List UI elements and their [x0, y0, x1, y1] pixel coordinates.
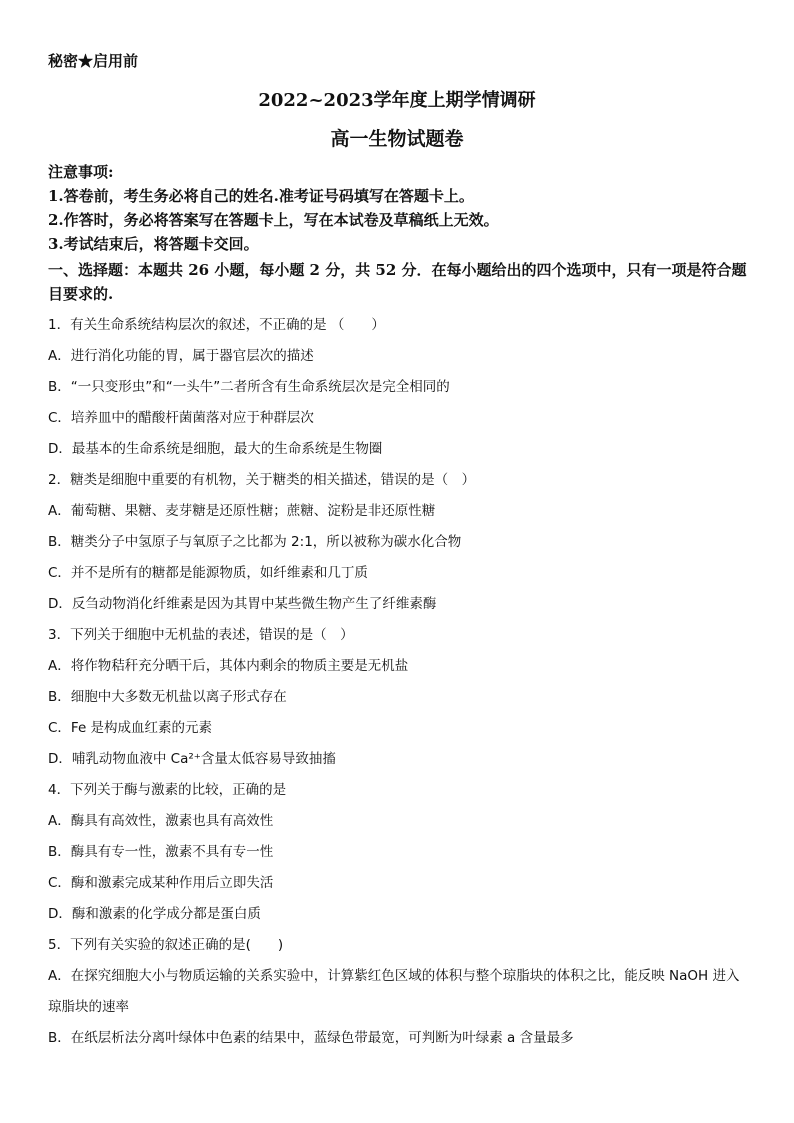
question-stem: 1．有关生命系统结构层次的叙述，不正确的是 （ ）: [48, 317, 385, 333]
question-option: C．培养皿中的醋酸杆菌菌落对应于种群层次: [48, 410, 314, 426]
question-option: A．葡萄糖、果糖、麦芽糖是还原性糖；蔗糖、淀粉是非还原性糖: [48, 503, 436, 519]
question-option: A．酶具有高效性，激素也具有高效性: [48, 813, 274, 829]
question-stem: 4．下列关于酶与激素的比较，正确的是: [48, 782, 287, 798]
question-option: C．酶和激素完成某种作用后立即失活: [48, 875, 274, 891]
question-option: B．在纸层析法分离叶绿体中色素的结果中，蓝绿色带最宽，可判断为叶绿素 a 含量最多: [48, 1030, 574, 1046]
question-option: D．反刍动物消化纤维素是因为其胃中某些微生物产生了纤维素酶: [48, 596, 437, 612]
exam-title: 2022~2023学年度上期学情调研: [258, 90, 536, 111]
question-option: D．哺乳动物血液中 Ca²⁺含量太低容易导致抽搐: [48, 751, 336, 767]
notes-block: [48, 160, 748, 256]
question-stem: 2．糖类是细胞中重要的有机物，关于糖类的相关描述，错误的是（ ）: [48, 472, 476, 488]
note-item: 3.考试结束后，将答题卡交回。: [48, 235, 259, 253]
questions-list: [48, 310, 748, 1054]
question-option: B．糖类分子中氢原子与氧原子之比都为 2:1，所以被称为碳水化合物: [48, 534, 462, 550]
question-option: B．酶具有专一性，激素不具有专一性: [48, 844, 274, 860]
exam-subtitle: 高一生物试题卷: [330, 128, 464, 150]
question-option: A．进行消化功能的胃，属于器官层次的描述: [48, 348, 314, 364]
notes-heading: 注意事项:: [48, 163, 114, 181]
secret-label: 秘密★启用前: [48, 52, 139, 70]
question-option: D．最基本的生命系统是细胞，最大的生命系统是生物圈: [48, 441, 383, 457]
question-option: A．将作物秸秆充分晒干后，其体内剩余的物质主要是无机盐: [48, 658, 409, 674]
question-option: C．Fe 是构成血红素的元素: [48, 720, 213, 736]
question-option: D．酶和激素的化学成分都是蛋白质: [48, 906, 261, 922]
note-item: 2.作答时，务必将答案写在答题卡上，写在本试卷及草稿纸上无效。: [48, 211, 499, 229]
question-stem: 5．下列有关实验的叙述正确的是( ): [48, 937, 284, 953]
question-stem: 3．下列关于细胞中无机盐的表述，错误的是（ ）: [48, 627, 354, 643]
question-option: C．并不是所有的糖都是能源物质，如纤维素和几丁质: [48, 565, 368, 581]
question-option: B．细胞中大多数无机盐以离子形式存在: [48, 689, 287, 705]
note-item: 1.答卷前，考生务必将自己的姓名.准考证号码填写在答题卡上。: [48, 187, 474, 205]
section-instruction: 一、选择题：本题共 26 小题，每小题 2 分，共 52 分．在每小题给出的四个选项中，只有一项是符合题目要求的.: [48, 261, 747, 303]
question-option: B．“一只变形虫”和“一头牛”二者所含有生命系统层次是完全相同的: [48, 379, 450, 395]
question-option: A．在探究细胞大小与物质运输的关系实验中，计算紫红色区域的体积与整个琼脂块的体积之比，能反映 NaOH 进入琼脂块的速率: [48, 968, 740, 1015]
